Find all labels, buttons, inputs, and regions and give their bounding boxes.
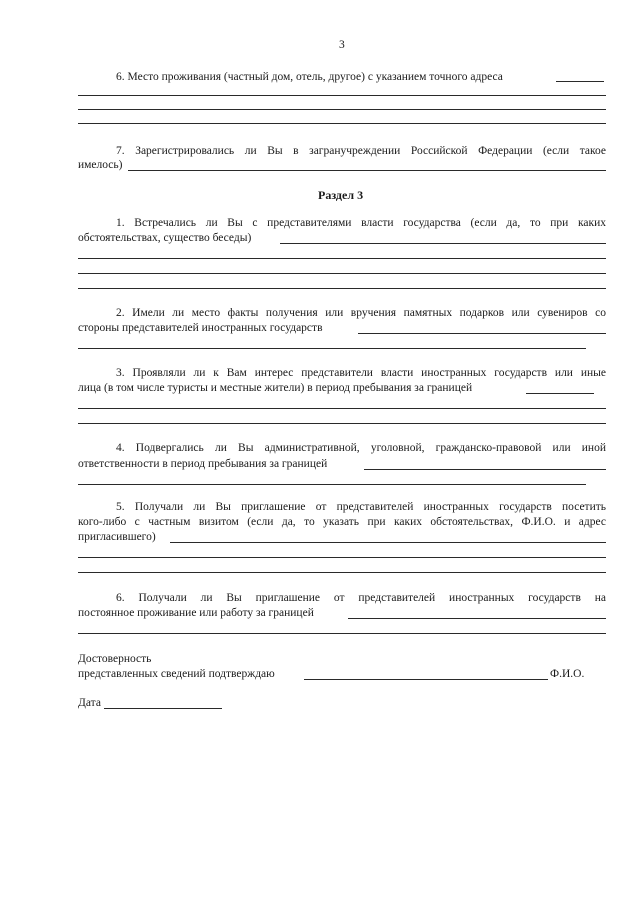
answer-line[interactable] [78,572,606,573]
answer-line[interactable] [78,348,586,349]
answer-line[interactable] [78,109,606,110]
question-7-registration-cont: имелось) [78,159,123,171]
answer-line[interactable] [78,423,606,424]
date-label: Дата [78,697,101,709]
answer-line[interactable] [348,618,606,619]
s3-question-5-cont: кого-либо с частным визитом (если да, то указать при каких обстоятельствах, Ф.И.О. и адрес [78,516,606,528]
date-line[interactable] [104,708,222,709]
attestation-label: Достоверность [78,653,152,665]
answer-line[interactable] [358,333,606,334]
answer-line[interactable] [128,170,606,171]
page-number: 3 [339,39,345,51]
s3-question-4: 4. Подвергались ли Вы административной, уголовной, гражданско-правовой или иной [116,442,606,454]
s3-question-2: 2. Имели ли место факты получения или вручения памятных подарков или сувениров со [116,307,606,319]
s3-question-1-cont: обстоятельствах, существо беседы) [78,232,252,244]
s3-question-6-cont: постоянное проживание или работу за границей [78,607,314,619]
attestation-label-cont: представленных сведений подтверждаю [78,668,275,680]
answer-line[interactable] [78,484,586,485]
answer-line[interactable] [364,469,606,470]
question-7-registration: 7. Зарегистрировались ли Вы в загранучреждении Российской Федерации (если такое [116,145,606,157]
answer-line[interactable] [78,123,606,124]
answer-line[interactable] [78,408,606,409]
answer-line[interactable] [78,258,606,259]
answer-line[interactable] [280,243,606,244]
s3-question-3: 3. Проявляли ли к Вам интерес представители власти иностранных государств или иные [116,367,606,379]
answer-line[interactable] [78,557,606,558]
s3-question-2-cont: стороны представителей иностранных государств [78,322,323,334]
signature-line[interactable] [304,679,548,680]
fio-label: Ф.И.О. [550,668,585,680]
answer-line[interactable] [78,273,606,274]
s3-question-1: 1. Встречались ли Вы с представителями власти государства (если да, то при каких [116,217,606,229]
answer-line[interactable] [78,633,606,634]
question-6-residence: 6. Место проживания (частный дом, отель, другое) с указанием точного адреса [116,71,503,83]
answer-line[interactable] [170,542,606,543]
s3-question-5: 5. Получали ли Вы приглашение от представителей иностранных государств посетить [116,501,606,513]
s3-question-4-cont: ответственности в период пребывания за границей [78,458,328,470]
answer-line[interactable] [78,95,606,96]
s3-question-6: 6. Получали ли Вы приглашение от представителей иностранных государств на [116,592,606,604]
answer-line[interactable] [78,288,606,289]
s3-question-3-cont: лица (в том числе туристы и местные жители) в период пребывания за границей [78,382,473,394]
answer-line[interactable] [556,81,604,82]
s3-question-5-cont2: пригласившего) [78,531,156,543]
answer-line[interactable] [526,393,594,394]
section-title: Раздел 3 [318,188,364,202]
